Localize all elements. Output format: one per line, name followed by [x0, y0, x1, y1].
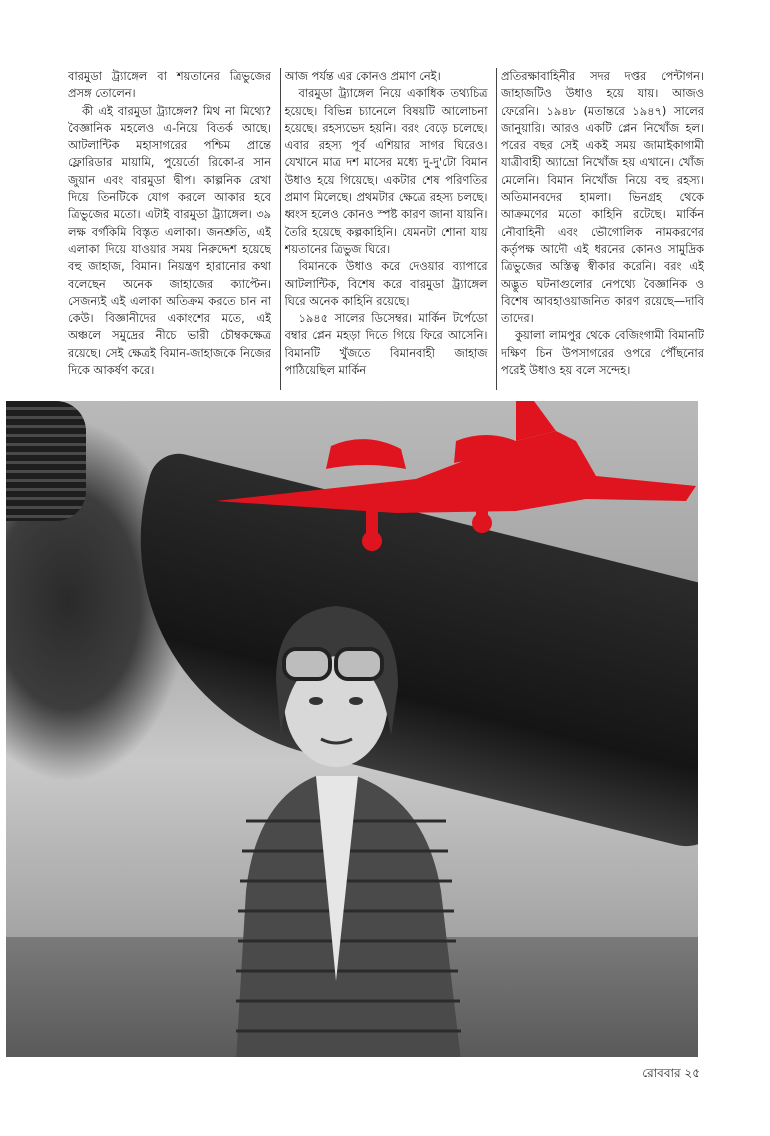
article-column-2	[285, 68, 488, 392]
column-divider	[496, 68, 497, 390]
paragraph: বারমুডা ট্র্যাঙ্গেল বা শয়তানের ত্রিভুজের প্রসঙ্গ তোলেন।	[68, 69, 271, 101]
article-columns	[68, 68, 704, 392]
paragraph: কুয়ালা লামপুর থেকে বেজিংগামী বিমানটি দক্ষিণ চিন উপসাগরের ওপরে পৌঁছনোর পরেই উধাও হয় বলে সন্দেহ।	[501, 328, 704, 378]
paragraph: ১৯৪৫ সালের ডিসেম্বর। মার্কিন টর্পেডো বম্বার প্লেন মহড়া দিতে গিয়ে ফিরে আসেনি। বিমানটি খুঁজতে বিমানবাহী জাহাজ পাঠিয়েছিল মার্কিন	[284, 311, 488, 378]
paragraph: প্রতিরক্ষাবাহিনীর সদর দপ্তর পেন্টাগন। জাহাজটিও উধাও হয়ে যায়। আজও ফেরেনি। ১৯৪৮ (মতান্তরে ১৯৪৭) সালের জানুয়ারি। আরও একটি প্লেন নিখোঁজ হল। পরের বছর সেই একই সময় জামাইকাগামী যাত্রীবাহী অ্যাভ্রো নিখোঁজ হয় এখানে। খোঁজ মেলেনি। বিমান নিখোঁজ নিয়ে বহু রহস্য। অতিমানবদের হামলা। ভিনগ্রহ থেকে আক্রমণের মতো কাহিনি রটেছে। মার্কিন নৌবাহিনী এবং ভৌগোলিক নামকরণের কর্তৃপক্ষ আদৌ এই ধরনের কোনও সামুদ্রিক ত্রিভুজের অস্তিত্ব স্বীকার করেনি। বরং এই অদ্ভুত ঘটনাগুলোর নেপথ্যে বৈজ্ঞানিক ও বিশেষ আবহাওয়াজনিত কারণ রয়েছে—দাবি তাদের।	[501, 69, 704, 326]
paragraph: আজ পর্যন্ত এর কোনও প্রমাণ নেই।	[284, 69, 441, 83]
red-plane-silhouette	[216, 401, 696, 561]
article-column-1	[68, 68, 271, 392]
paragraph: বিমানকে উধাও করে দেওয়ার ব্যাপারে আটলান্টিক, বিশেষ করে বারমুডা ট্র্যাঙ্গেল ঘিরে অনেক কাহিনি রয়েছে।	[284, 259, 488, 308]
article-column-3	[501, 68, 704, 392]
aviator-figure	[176, 561, 496, 1057]
page-footer: রোববার ২৫	[642, 1066, 700, 1080]
aviator-photo	[6, 401, 698, 1057]
paragraph: কী এই বারমুডা ট্র্যাঙ্গেল? মিথ না মিথ্যে? বৈজ্ঞানিক মহলেও এ-নিয়ে বিতর্ক আছে। আটলান্টিক মহাসাগরের পশ্চিম প্রান্তে ফ্লোরিডার মায়ামি, পুয়ের্তো রিকো-র সান জুয়ান এবং বারমুডা দ্বীপ। কাল্পনিক রেখা দিয়ে তিনটিকে যোগ করলে আকার হবে ত্রিভুজের মতো। এটাই বারমুডা ট্র্যাঙ্গেল। ৩৯ লক্ষ বর্গকিমি বিস্তৃত এলাকা। জনশ্রুতি, এই এলাকা দিয়ে যাওয়ার সময় নিরুদ্দেশ হয়েছে বহু জাহাজ, বিমান। নিয়ন্ত্রণ হারানোর কথা বলেছেন অনেক জাহাজের ক্যাপ্টেন। সেজন্যই এই এলাকা অতিক্রম করতে চান না কেউ। বিজ্ঞানীদের একাংশের মতে, এই অঞ্চলে সমুদ্রের নীচে ভারী চৌম্বকক্ষেত্র রয়েছে। সেই ক্ষেত্রই বিমান-জাহাজকে নিজের দিকে আকর্ষণ করে।	[68, 103, 271, 378]
paragraph: বারমুডা ট্র্যাঙ্গেল নিয়ে একাধিক তথ্যচিত্র হয়েছে। বিভিন্ন চ্যানেলে বিষয়টি আলোচনা হয়েছে। রহস্যভেদ হয়নি। বরং বেড়ে চলেছে। এবার রহস্য পূর্ব এশিয়ার সাগর ঘিরেও। যেখানে মাত্র দশ মাসের মধ্যে দু-দু'টো বিমান উধাও হয়ে গিয়েছে। একটার শেষ পরিণতির প্রমাণ মিলেছে। প্রথমটার ক্ষেত্রে রহস্য চলছে। ধ্বংস হলেও কোনও স্পষ্ট কারণ জানা যায়নি। তৈরি হয়েছে কল্পকাহিনি। যেমনটা শোনা যায় শয়তানের ত্রিভুজ ঘিরে।	[284, 86, 488, 256]
column-divider	[280, 68, 281, 390]
plane-engine	[6, 401, 86, 521]
